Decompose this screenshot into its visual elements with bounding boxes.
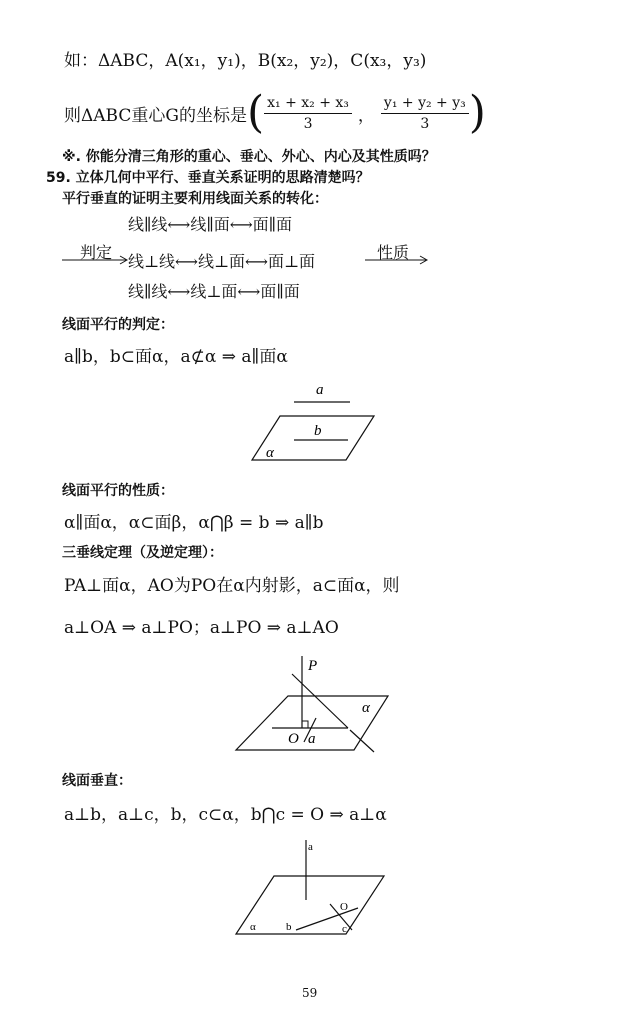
x-numerator: x₁ + x₂ + x₃ [264,95,352,114]
perpendicular-formula: a⊥b，a⊥c，b，c⊂α，b⋂c = O ⇒ a⊥α [64,805,387,825]
question-59: 59. 立体几何中平行、垂直关系证明的思路清楚吗？ [46,170,370,186]
fraction-separator: ， [357,105,375,126]
right-angle-mark [302,721,308,728]
three-perpendiculars-figure [232,652,392,756]
transform-heading: 平行垂直的证明主要利用线面关系的转化： [62,191,328,207]
label-alpha: α [250,921,256,933]
label-b: b [286,921,292,933]
centroid-lead: 则ΔABC重心G的坐标是 [64,105,247,126]
outer-line [350,730,374,752]
scheme-arrows [60,252,440,268]
label-a: a [316,382,324,398]
three-perpendiculars-line-2: a⊥OA ⇒ a⊥PO；a⊥PO ⇒ a⊥AO [64,618,339,638]
property-label: 性质 [377,243,410,262]
label-o: O [288,731,299,747]
label-p: P [308,658,318,674]
three-perpendiculars-line-1: PA⊥面α，AO为PO在α内射影，a⊂面α，则 [64,576,400,596]
centroid-formula [64,87,486,138]
perpendicular-figure [234,834,390,938]
label-c: c [342,923,347,935]
label-b: b [314,423,322,439]
scheme-row-1: 线∥线⟷线∥面⟷面∥面 [128,215,293,234]
three-perpendiculars-heading: 三垂线定理（及逆定理）： [62,545,223,561]
scheme-row-3: 线∥线⟷线⊥面⟷面∥面 [128,282,300,301]
x-denominator: 3 [303,115,313,132]
label-alpha: α [266,445,274,461]
note-line: ※. 你能分清三角形的重心、垂心、外心、内心及其性质吗？ [62,149,436,165]
x-fraction [264,95,352,132]
label-alpha: α [362,700,370,716]
parallel-judgement-heading: 线面平行的判定： [62,317,174,333]
left-paren: ( [246,87,265,138]
y-fraction [381,95,469,132]
y-denominator: 3 [420,115,430,132]
parallel-property-heading: 线面平行的性质： [62,483,174,499]
label-o: O [340,901,348,913]
scheme-row-2: 线⊥线⟷线⊥面⟷面⊥面 [128,252,316,271]
parallel-figure [250,378,380,468]
parallel-property-formula: α∥面α，α⊂面β，α⋂β = b ⇒ a∥b [64,513,324,533]
label-a: a [308,841,313,853]
perpendicular-heading: 线面垂直： [62,773,132,789]
page-number: 59 [302,986,318,1000]
label-a: a [308,731,316,747]
slant-line [292,674,348,728]
judgement-label: 判定 [80,243,113,262]
centroid-intro: 如：ΔABC，A(x₁，y₁)，B(x₂，y₂)，C(x₃，y₃) [64,51,427,71]
y-numerator: y₁ + y₂ + y₃ [381,95,469,114]
right-paren: ) [468,87,486,138]
parallel-judgement-formula: a∥b，b⊂面α，a⊄α ⇒ a∥面α [64,347,288,367]
